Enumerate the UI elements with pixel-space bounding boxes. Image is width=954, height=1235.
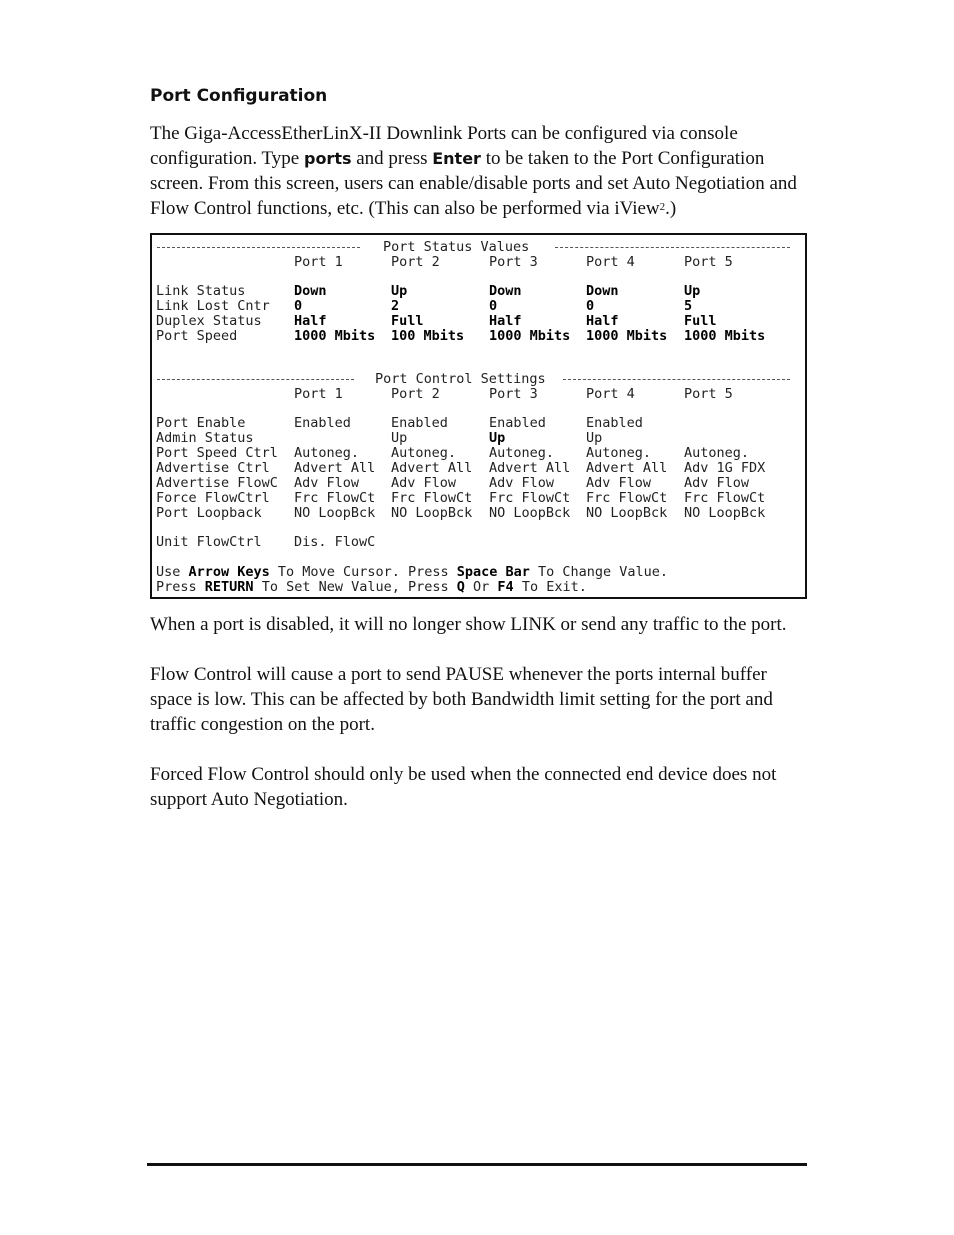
setting-value[interactable]: Enabled: [489, 415, 546, 431]
divider-left: [157, 379, 354, 380]
setting-value[interactable]: Adv Flow: [586, 475, 652, 491]
row-label: Link Lost Cntr: [156, 298, 270, 314]
setting-value[interactable]: NO LoopBck: [684, 505, 766, 521]
row-label: Unit FlowCtrl: [156, 534, 262, 550]
control-section-header: [152, 372, 805, 387]
status-section-title: Port Status Values: [383, 239, 530, 255]
setting-value[interactable]: Adv Flow: [391, 475, 457, 491]
setting-value[interactable]: Adv Flow: [489, 475, 555, 491]
setting-value[interactable]: Enabled: [294, 415, 351, 431]
row-label: Advertise FlowC: [156, 475, 278, 491]
status-value: Down: [294, 283, 327, 299]
control-row-advertise-flowc: [152, 476, 805, 491]
status-row-link-lost-cntr: [152, 299, 805, 314]
setting-value[interactable]: Adv 1G FDX: [684, 460, 766, 476]
status-value: 1000 Mbits: [489, 328, 571, 344]
help-key: Space Bar: [456, 564, 530, 580]
setting-value: Up: [489, 430, 506, 446]
row-label: Port Speed Ctrl: [156, 445, 278, 461]
status-value: 1000 Mbits: [684, 328, 766, 344]
control-row-force-flowctrl: [152, 491, 805, 506]
row-label: Port Enable: [156, 415, 246, 431]
setting-value[interactable]: Adv Flow: [684, 475, 750, 491]
setting-value[interactable]: NO LoopBck: [489, 505, 571, 521]
help-text: Or: [464, 579, 498, 595]
setting-value[interactable]: Autoneg.: [684, 445, 750, 461]
setting-value[interactable]: NO LoopBck: [294, 505, 376, 521]
help-key: F4: [497, 579, 514, 595]
status-value: Half: [586, 313, 619, 329]
help-text: To Change Value.: [529, 564, 669, 580]
port-header: Port 1: [294, 254, 343, 270]
setting-value[interactable]: Advert All: [586, 460, 668, 476]
unit-flowctrl-row: [152, 535, 805, 550]
unit-flowctrl-value[interactable]: Dis. FlowC: [294, 534, 376, 550]
status-value: 2: [391, 298, 400, 314]
setting-value[interactable]: Frc FlowCt: [391, 490, 473, 506]
control-row-advertise-ctrl: [152, 461, 805, 476]
port-header: Port 2: [391, 254, 440, 270]
help-text: To Exit.: [513, 579, 587, 595]
port-header: Port 5: [684, 254, 733, 270]
intro-paragraph: [150, 121, 800, 221]
intro-text-4: .): [665, 198, 677, 219]
status-row-port-speed: [152, 329, 805, 344]
control-row-port-speed-ctrl: [152, 446, 805, 461]
port-header: Port 4: [586, 254, 635, 270]
help-text: To Set New Value, Press: [253, 579, 457, 595]
setting-value[interactable]: Adv Flow: [294, 475, 360, 491]
row-label: Advertise Ctrl: [156, 460, 270, 476]
status-value: Half: [489, 313, 522, 329]
status-value: Full: [391, 313, 424, 329]
setting-value[interactable]: Advert All: [489, 460, 571, 476]
port-header: Port 3: [489, 254, 538, 270]
status-value: 0: [294, 298, 303, 314]
port-header: Port 5: [684, 386, 733, 402]
row-label: Link Status: [156, 283, 246, 299]
control-row-admin-status: [152, 431, 805, 446]
divider-right: [563, 379, 790, 380]
status-port-headers: [152, 255, 805, 270]
status-value: Down: [586, 283, 619, 299]
forced-flow-control-note: Forced Flow Control should only be used when the connected end device does not support Auto Negotiation.: [150, 764, 777, 810]
setting-value[interactable]: NO LoopBck: [586, 505, 668, 521]
setting-value[interactable]: Advert All: [391, 460, 473, 476]
footnote-marker: 2: [659, 201, 666, 213]
status-value: 0: [586, 298, 595, 314]
row-label: Force FlowCtrl: [156, 490, 270, 506]
status-value: Full: [684, 313, 717, 329]
row-label: Duplex Status: [156, 313, 262, 329]
status-value: 1000 Mbits: [294, 328, 376, 344]
status-value: Up: [391, 283, 408, 299]
help-text: Press: [156, 579, 205, 595]
setting-value[interactable]: Autoneg.: [391, 445, 457, 461]
intro-text-3: to be taken to the Port Configuration screen. From this screen, users can enable/disable ports and set Auto Negotiation and Flow Control functions, etc. (This can also be performed via iView: [150, 148, 797, 219]
port-configuration-console: [150, 233, 807, 599]
control-section-title: Port Control Settings: [375, 371, 546, 387]
port-header: Port 1: [294, 386, 343, 402]
help-key: Arrow Keys: [188, 564, 270, 580]
port-header: Port 3: [489, 386, 538, 402]
setting-value[interactable]: Autoneg.: [586, 445, 652, 461]
row-label: Port Speed: [156, 328, 238, 344]
section-heading: Port Configuration: [150, 86, 328, 106]
disabled-port-note: When a port is disabled, it will no longer show LINK or send any traffic to the port.: [150, 614, 787, 635]
setting-value: Up: [586, 430, 603, 446]
intro-text-2: and press: [351, 148, 433, 169]
status-section-header: [152, 240, 805, 255]
port-header: Port 2: [391, 386, 440, 402]
control-port-headers: [152, 387, 805, 402]
status-value: Down: [489, 283, 522, 299]
setting-value[interactable]: Frc FlowCt: [489, 490, 571, 506]
setting-value: Up: [391, 430, 408, 446]
help-line-2: [152, 580, 805, 595]
status-value: 100 Mbits: [391, 328, 465, 344]
setting-value[interactable]: Frc FlowCt: [684, 490, 766, 506]
setting-value[interactable]: Frc FlowCt: [294, 490, 376, 506]
status-value: Half: [294, 313, 327, 329]
ports-command: ports: [303, 149, 352, 168]
setting-value[interactable]: Autoneg.: [489, 445, 555, 461]
control-row-port-enable: [152, 416, 805, 431]
control-row-port-loopback: [152, 506, 805, 521]
port-header: Port 4: [586, 386, 635, 402]
status-row-duplex-status: [152, 314, 805, 329]
intro-text-1: The Giga-AccessEtherLinX-II Downlink Ports can be configured via console configuration. Type: [150, 123, 738, 169]
divider-right: [555, 247, 790, 248]
row-label: Port Loopback: [156, 505, 262, 521]
divider-left: [157, 247, 360, 248]
help-text: Use: [156, 564, 189, 580]
setting-value[interactable]: Advert All: [294, 460, 376, 476]
help-line-1: [152, 565, 805, 580]
row-label: Admin Status: [156, 430, 254, 446]
setting-value[interactable]: NO LoopBck: [391, 505, 473, 521]
status-value: 5: [684, 298, 693, 314]
help-key: Q: [456, 579, 465, 595]
setting-value[interactable]: Autoneg.: [294, 445, 360, 461]
setting-value[interactable]: Enabled: [586, 415, 643, 431]
flow-control-note: Flow Control will cause a port to send PAUSE whenever the ports internal buffer space is low. This can be affected by both Bandwidth limit setting for the port and traffic congestion on the port.: [150, 664, 773, 735]
help-key: RETURN: [204, 579, 254, 595]
enter-key: Enter: [432, 149, 481, 168]
status-value: Up: [684, 283, 701, 299]
setting-value[interactable]: Frc FlowCt: [586, 490, 668, 506]
status-value: 1000 Mbits: [586, 328, 668, 344]
footer-rule: [147, 1163, 807, 1166]
status-row-link-status: [152, 284, 805, 299]
setting-value[interactable]: Enabled: [391, 415, 448, 431]
status-value: 0: [489, 298, 498, 314]
help-text: To Move Cursor. Press: [269, 564, 457, 580]
